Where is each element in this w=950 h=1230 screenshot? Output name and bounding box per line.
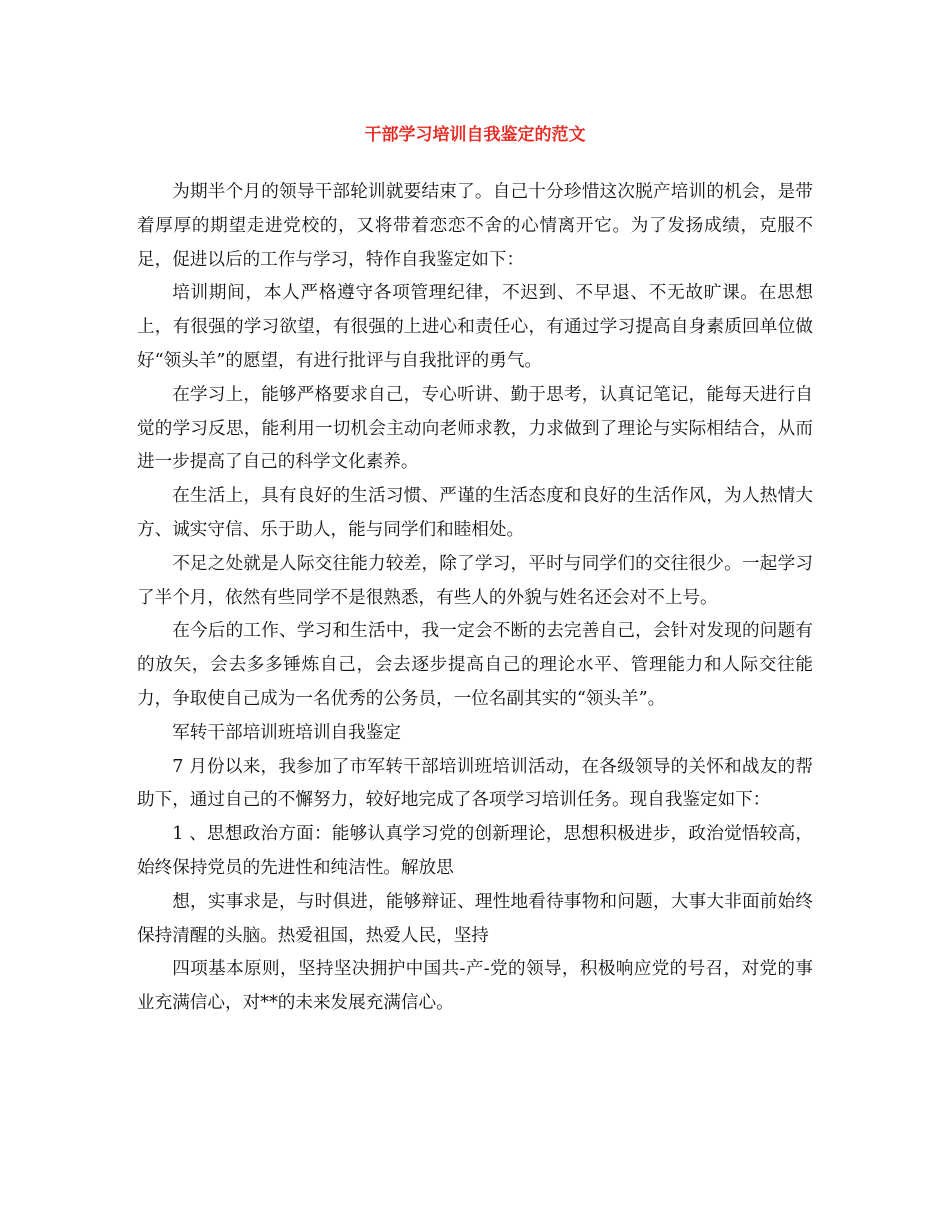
section-heading: 军转干部培训班培训自我鉴定: [172, 722, 401, 743]
paragraph: 为期半个月的领导干部轮训就要结束了。自己十分珍惜这次脱产培训的机会，是带着厚厚的期望走进党校的，又将带着恋恋不舍的心情离开它。为了发扬成绩，克服不足，促进以后的工作与学习，特作自我鉴定如下：: [137, 182, 813, 270]
paragraph: 不足之处就是人际交往能力较差，除了学习，平时与同学们的交往很少。一起学习了半个月，依然有些同学不是很熟悉，有些人的外貌与姓名还会对不上号。: [137, 553, 813, 608]
document-title: 干部学习培训自我鉴定的范文: [364, 125, 586, 145]
document-body: [137, 176, 813, 1021]
paragraph: 在学习上，能够严格要求自己，专心听讲、勤于思考，认真记笔记，能每天进行自觉的学习反思，能利用一切机会主动向老师求教，力求做到了理论与实际相结合，从而进一步提高了自己的科学文化素养。: [137, 384, 813, 473]
paragraph: 培训期间，本人严格遵守各项管理纪律，不迟到、不早退、不无故旷课。在思想上，有很强的学习欲望，有很强的上进心和责任心，有通过学习提高自身素质回单位做好“领头羊”的愿望，有进行批评与自我批评的勇气。: [137, 283, 813, 371]
paragraph: 在今后的工作、学习和生活中，我一定会不断的去完善自己，会针对发现的问题有的放矢，会去多多锤炼自己，会去逐步提高自己的理论水平、管理能力和人际交往能力，争取使自己成为一名优秀的公务员，一位名副其实的“领头羊”。: [137, 621, 813, 709]
paragraph: 想，实事求是，与时俱进，能够辩证、理性地看待事物和问题，大事大非面前始终保持清醒的头脑。热爱祖国，热爱人民，坚持: [137, 891, 813, 946]
paragraph: 在生活上，具有良好的生活习惯、严谨的生活态度和良好的生活作风，为人热情大方、诚实守信、乐于助人，能与同学们和睦相处。: [137, 486, 813, 540]
paragraph: 1 、思想政治方面：能够认真学习党的创新理论，思想积极进步，政治觉悟较高，始终保持党员的先进性和纯洁性。解放思: [137, 824, 813, 878]
paragraph: 7 月份以来，我参加了市军转干部培训班培训活动，在各级领导的关怀和战友的帮助下，通过自己的不懈努力，较好地完成了各项学习培训任务。现自我鉴定如下：: [137, 756, 813, 811]
paragraph: 四项基本原则，坚持坚决拥护中国共-产-党的领导，积极响应党的号召，对党的事业充满信心，对**的未来发展充满信心。: [137, 959, 813, 1014]
